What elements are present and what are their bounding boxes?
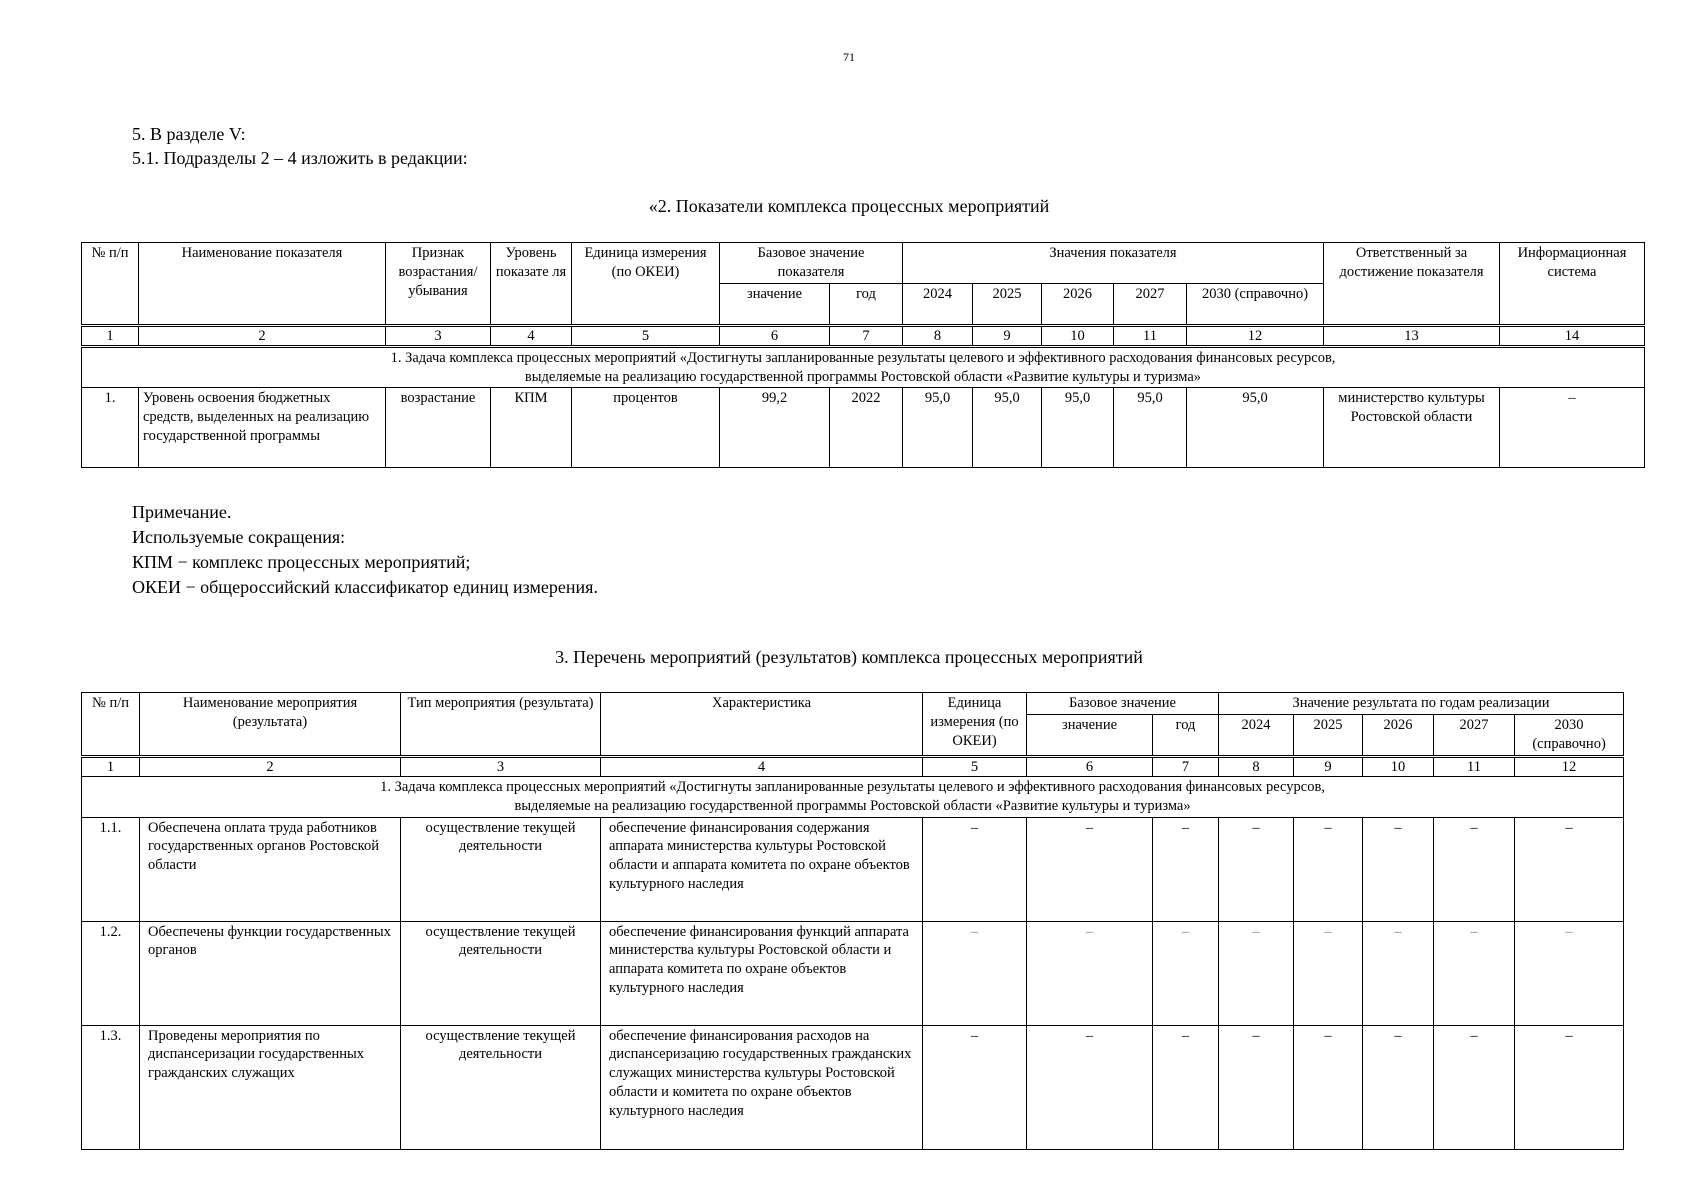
row-infosys: – [1500, 388, 1645, 468]
col-number: 9 [1294, 756, 1363, 776]
row-dash: – [1363, 817, 1434, 921]
row-dash: – [1515, 921, 1624, 1025]
row-sign: возрастание [386, 388, 491, 468]
column-numbers-row [82, 756, 1624, 776]
hdr-base-year: год [830, 283, 903, 325]
col-number: 3 [401, 756, 601, 776]
col-number: 3 [386, 325, 491, 346]
hdr-base-year: год [1153, 714, 1219, 756]
row-name: Обеспечена оплата труда работников государственных органов Ростовской области [140, 817, 401, 921]
row-base-year: 2022 [830, 388, 903, 468]
row-dash: – [923, 921, 1027, 1025]
row-dash: – [1027, 921, 1153, 1025]
hdr-desc: Характеристика [601, 693, 923, 757]
row-2026: 95,0 [1042, 388, 1114, 468]
row-base-value: 99,2 [720, 388, 830, 468]
note-line-4: ОКЕИ − общероссийский классификатор единиц измерения. [132, 577, 598, 597]
hdr-type: Тип мероприятия (результата) [401, 693, 601, 757]
row-dash: – [923, 817, 1027, 921]
hdr-values: Значение результата по годам реализации [1219, 693, 1624, 715]
col-number: 1 [82, 756, 140, 776]
indicators-table [81, 242, 1645, 468]
hdr-base: Базовое значение показателя [720, 243, 903, 284]
page-number: 71 [843, 50, 855, 64]
section2-title: «2. Показатели комплекса процессных мероприятий [648, 196, 1050, 216]
row-desc: обеспечение финансирования расходов на диспансеризацию государственных гражданских служащих министерства культуры Ростовской области и комитета по охране объектов культурного наследия [601, 1025, 923, 1149]
col-number: 8 [903, 325, 973, 346]
task-row: 1. Задача комплекса процессных мероприятий «Достигнуты запланированные результаты целевого и эффективного расходования финансовых ресурсов, выделяемые на реализацию государственной программы Ростовской области «Развитие культуры и туризма» [82, 776, 1624, 817]
col-number: 6 [720, 325, 830, 346]
row-type: осуществление текущей деятельности [401, 1025, 601, 1149]
col-number: 12 [1187, 325, 1324, 346]
col-number: 5 [923, 756, 1027, 776]
hdr-2024: 2024 [903, 283, 973, 325]
hdr-responsible: Ответственный за достижение показателя [1324, 243, 1500, 326]
row-2024: 95,0 [903, 388, 973, 468]
intro-line-1: 5. В разделе V: [132, 124, 246, 144]
hdr-name: Наименование мероприятия (результата) [140, 693, 401, 757]
col-number: 2 [140, 756, 401, 776]
note-line-2: Используемые сокращения: [132, 527, 346, 547]
hdr-values: Значения показателя [903, 243, 1324, 284]
row-dash: – [1027, 1025, 1153, 1149]
row-2030: 95,0 [1187, 388, 1324, 468]
hdr-unit: Единица измерения (по ОКЕИ) [923, 693, 1027, 757]
row-dash: – [1294, 817, 1363, 921]
row-unit: процентов [572, 388, 720, 468]
row-desc: обеспечение финансирования содержания аппарата министерства культуры Ростовской области и аппарата комитета по охране объектов культурного наследия [601, 817, 923, 921]
col-number: 7 [830, 325, 903, 346]
col-number: 5 [572, 325, 720, 346]
row-dash: – [1027, 817, 1153, 921]
row-desc: обеспечение финансирования функций аппарата министерства культуры Ростовской области и аппарата комитета по охране объектов культурного наследия [601, 921, 923, 1025]
row-dash: – [1515, 817, 1624, 921]
row-dash: – [1219, 921, 1294, 1025]
row-dash: – [1294, 921, 1363, 1025]
task-row: 1. Задача комплекса процессных мероприятий «Достигнуты запланированные результаты целевого и эффективного расходования финансовых ресурсов, выделяемые на реализацию государственной программы Ростовской области «Развитие культуры и туризма» [82, 346, 1645, 388]
row-num: 1.2. [82, 921, 140, 1025]
row-name: Уровень освоения бюджетных средств, выделенных на реализацию государственной программы [139, 388, 386, 468]
note-line-3: КПМ − комплекс процессных мероприятий; [132, 552, 471, 572]
row-2027: 95,0 [1114, 388, 1187, 468]
hdr-num: № п/п [82, 693, 140, 757]
col-number: 12 [1515, 756, 1624, 776]
hdr-2026: 2026 [1363, 714, 1434, 756]
col-number: 6 [1027, 756, 1153, 776]
col-number: 13 [1324, 325, 1500, 346]
row-responsible: министерство культуры Ростовской области [1324, 388, 1500, 468]
hdr-level: Уровень показате ля [491, 243, 572, 326]
row-dash: – [1434, 921, 1515, 1025]
col-number: 10 [1042, 325, 1114, 346]
row-type: осуществление текущей деятельности [401, 921, 601, 1025]
hdr-base-value: значение [720, 283, 830, 325]
table-row [82, 921, 1624, 1025]
col-number: 10 [1363, 756, 1434, 776]
table-row [82, 388, 1645, 468]
hdr-2027: 2027 [1434, 714, 1515, 756]
hdr-2030: 2030 (справочно) [1187, 283, 1324, 325]
hdr-infosys: Информационная система [1500, 243, 1645, 326]
row-dash: – [1363, 921, 1434, 1025]
col-number: 11 [1114, 325, 1187, 346]
col-number: 4 [491, 325, 572, 346]
row-2025: 95,0 [973, 388, 1042, 468]
hdr-2025: 2025 [973, 283, 1042, 325]
hdr-2030: 2030 (справочно) [1515, 714, 1624, 756]
row-dash: – [1515, 1025, 1624, 1149]
row-type: осуществление текущей деятельности [401, 817, 601, 921]
row-dash: – [1294, 1025, 1363, 1149]
row-dash: – [1153, 921, 1219, 1025]
col-number: 9 [973, 325, 1042, 346]
row-num: 1. [82, 388, 139, 468]
row-dash: – [1153, 1025, 1219, 1149]
row-dash: – [1434, 1025, 1515, 1149]
col-number: 8 [1219, 756, 1294, 776]
row-name: Обеспечены функции государственных органов [140, 921, 401, 1025]
row-num: 1.3. [82, 1025, 140, 1149]
row-level: КПМ [491, 388, 572, 468]
hdr-sign: Признак возрастания/ убывания [386, 243, 491, 326]
intro-line-2: 5.1. Подразделы 2 – 4 изложить в редакции: [132, 148, 468, 168]
row-dash: – [1219, 817, 1294, 921]
row-name: Проведены мероприятия по диспансеризации государственных гражданских служащих [140, 1025, 401, 1149]
hdr-base: Базовое значение [1027, 693, 1219, 715]
row-dash: – [1153, 817, 1219, 921]
row-dash: – [1434, 817, 1515, 921]
col-number: 11 [1434, 756, 1515, 776]
table-row [82, 1025, 1624, 1149]
hdr-name: Наименование показателя [139, 243, 386, 326]
row-dash: – [1219, 1025, 1294, 1149]
measures-table [81, 692, 1624, 1150]
section3-title: 3. Перечень мероприятий (результатов) комплекса процессных мероприятий [555, 647, 1143, 667]
col-number: 7 [1153, 756, 1219, 776]
hdr-base-value: значение [1027, 714, 1153, 756]
hdr-num: № п/п [82, 243, 139, 326]
col-number: 14 [1500, 325, 1645, 346]
hdr-2024: 2024 [1219, 714, 1294, 756]
hdr-unit: Единица измерения (по ОКЕИ) [572, 243, 720, 326]
column-numbers-row [82, 325, 1645, 346]
table-row [82, 817, 1624, 921]
hdr-2026: 2026 [1042, 283, 1114, 325]
row-dash: – [1363, 1025, 1434, 1149]
col-number: 1 [82, 325, 139, 346]
hdr-2025: 2025 [1294, 714, 1363, 756]
row-dash: – [923, 1025, 1027, 1149]
col-number: 2 [139, 325, 386, 346]
note-line-1: Примечание. [132, 502, 232, 522]
col-number: 4 [601, 756, 923, 776]
row-num: 1.1. [82, 817, 140, 921]
hdr-2027: 2027 [1114, 283, 1187, 325]
